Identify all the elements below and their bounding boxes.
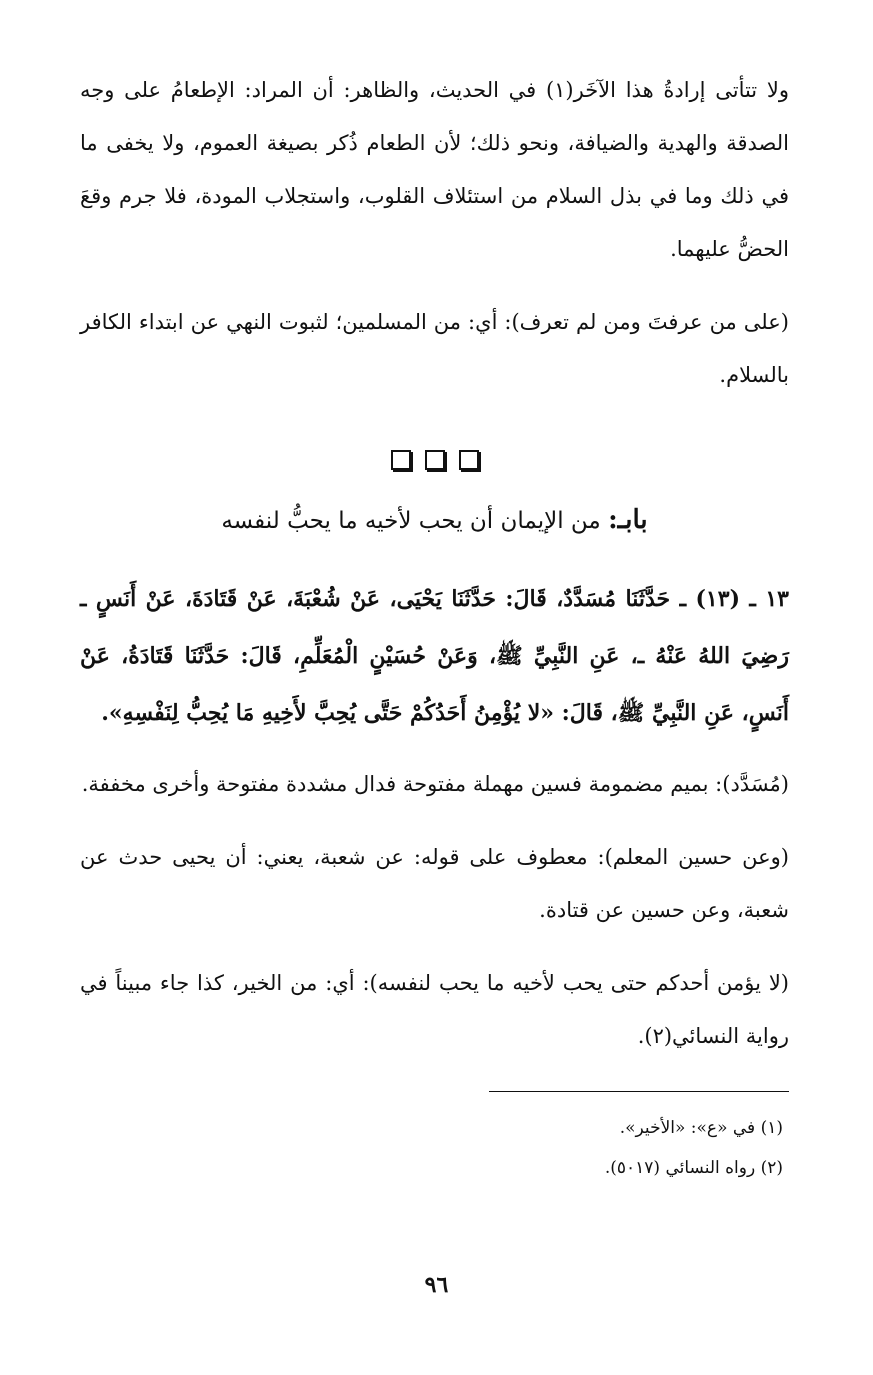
section-separator [80, 450, 789, 470]
footnote-divider [489, 1091, 789, 1092]
separator-square-icon [425, 450, 445, 470]
chapter-heading [80, 500, 789, 541]
commentary-paragraph: (مُسَدَّد): بميم مضمومة فسين مهملة مفتوحة فدال مشددة مفتوحة وأخرى مخففة. [81, 772, 789, 796]
commentary-paragraph: (لا يؤمن أحدكم حتى يحب لأخيه ما يحب لنفسه): أي: من الخير، كذا جاء مبيناً في رواية النسائي(٢). [80, 971, 789, 1048]
separator-square-icon [459, 450, 479, 470]
paragraph-1: ولا تتأتى إرادةُ هذا الآخَر(١) في الحديث، والظاهر: أن المراد: الإطعامُ على وجه الصدقة والهدية والضيافة، ونحو ذلك؛ لأن الطعام ذُكر بصيغة العموم، ولا يخفى ما في ذلك وما في بذل السلام من استئلاف القلوب، واستجلاب المودة، فلا جرم وقعَ الحضُّ عليهما. [80, 78, 789, 261]
chapter-title: من الإيمان أن يحب لأخيه ما يحبُّ لنفسه [221, 508, 601, 534]
body-top [80, 64, 789, 402]
paragraph-2: (على من عرفتَ ومن لم تعرف): أي: من المسلمين؛ لثبوت النهي عن ابتداء الكافر بالسلام. [80, 310, 789, 387]
footnote-2: (٢) رواه النسائي (٥٠١٧). [604, 1158, 783, 1178]
chapter-label: بابـ: [608, 505, 648, 535]
page-number: ٩٦ [424, 1272, 449, 1298]
footnote-1: (١) في «ع»: «الأخير». [619, 1118, 783, 1138]
hadith-text: ١٣ ـ (١٣) ـ حَدَّثَنَا مُسَدَّدٌ، قَالَ: حَدَّثَنَا يَحْيَى، عَنْ شُعْبَةَ، عَنْ قَتَادَةَ، عَنْ أَنَسٍ ـ رَضِيَ اللهُ عَنْهُ ـ، عَنِ النَّبِيِّ ﷺ، وَعَنْ حُسَيْنٍ الْمُعَلِّمِ، قَالَ: حَدَّثَنَا قَتَادَةُ، عَنْ أَنَسٍ، عَنِ النَّبِيِّ ﷺ، قَالَ: «لا يُؤْمِنُ أَحَدُكُمْ حَتَّى يُحِبَّ لأَخِيهِ مَا يُحِبُّ لِنَفْسِهِ». [80, 586, 789, 726]
separator-square-icon [391, 450, 411, 470]
commentary-paragraph: (وعن حسين المعلم): معطوف على قوله: عن شعبة، يعني: أن يحيى حدث عن شعبة، وعن حسين عن قتادة. [80, 845, 789, 922]
commentary [80, 758, 789, 1063]
footnotes [80, 1108, 789, 1188]
